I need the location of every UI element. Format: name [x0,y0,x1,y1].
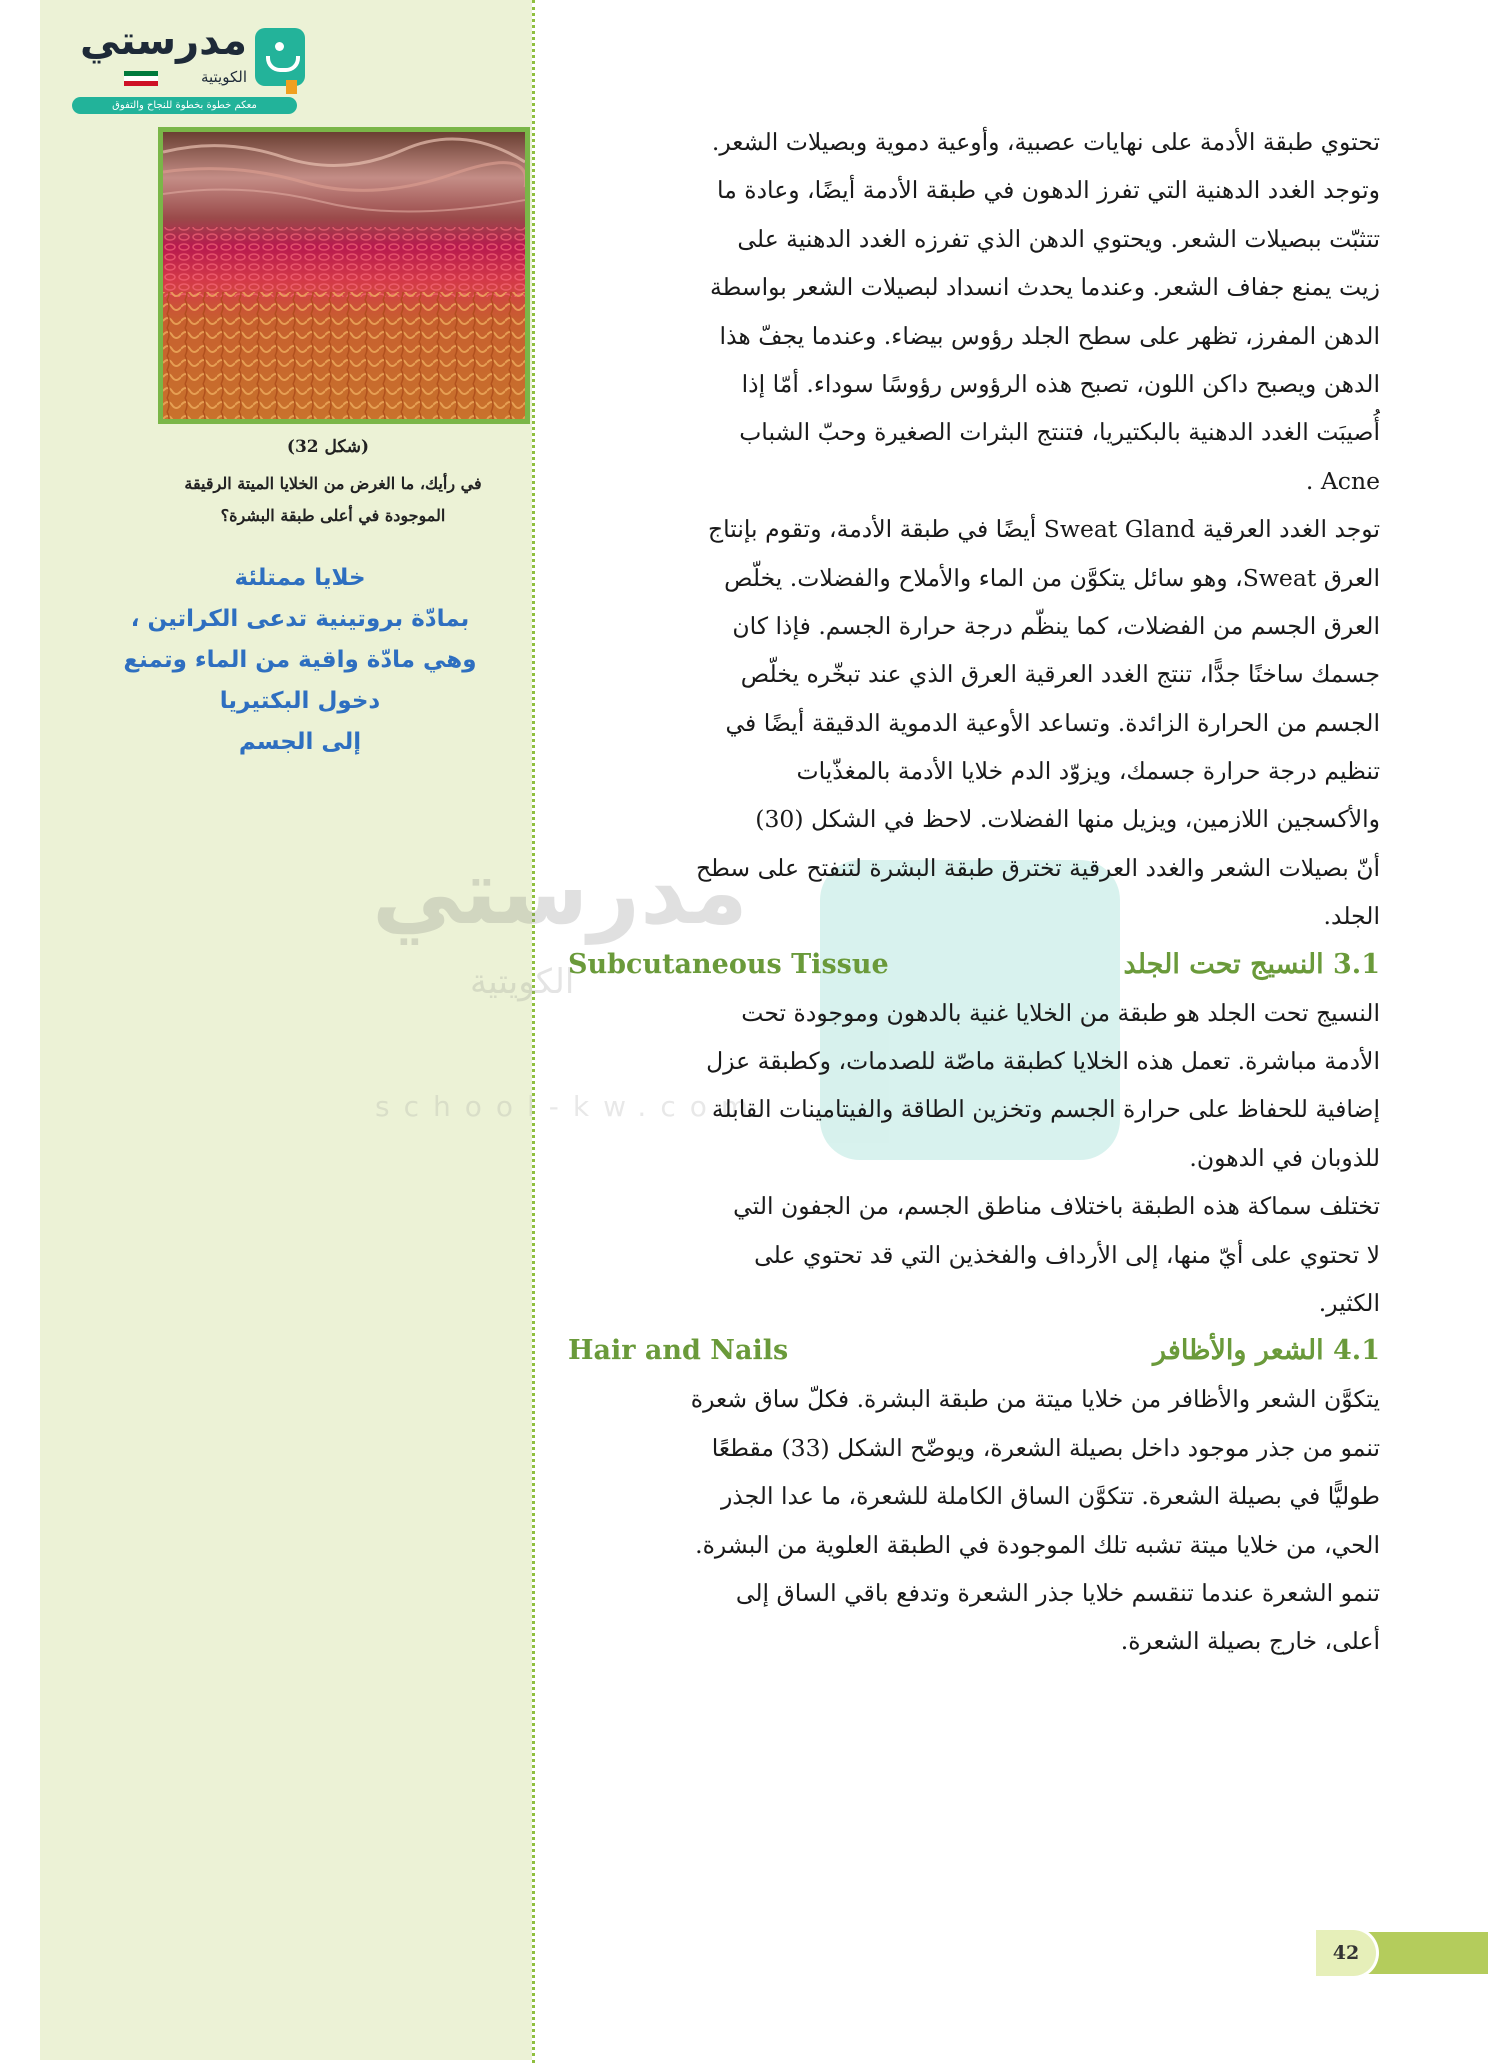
logo-name: مدرستي [79,18,247,64]
text-line: العرق Sweat، وهو سائل يتكوَّن من الماء والأملاح والفضلات. يخلّص [724,563,1380,592]
section-title-en: Hair and Nails [568,1335,789,1367]
answer-line: بمادّة بروتينية تدعى الكراتين ، [130,606,470,632]
text-line: الدهن ويصبح داكن اللون، تصبح هذه الرؤوس رؤوسًا سوداء. أمّا إذا [741,369,1380,398]
figure-question-line: الموجودة في أعلى طبقة البشرة؟ [220,506,446,525]
main-text [568,118,1380,1666]
watermark-subtitle: الكويتية [470,962,575,1002]
section-title-en: Subcutaneous Tissue [568,948,889,980]
text-line: تنمو من جذر موجود داخل بصيلة الشعرة، ويوضّح الشكل (33) مقطعًا [711,1433,1380,1462]
text-line: الدهن المفرز، تظهر على سطح الجلد رؤوس بيضاء. وعندما يجفّ هذا [719,321,1380,350]
text-line: تنمو الشعرة عندما تنقسم خلايا جذر الشعرة وتدفع باقي الساق إلى [735,1578,1380,1607]
text-line: تنظيم درجة حرارة جسمك، ويزوّد الدم خلايا الأدمة بالمغذّيات [796,757,1380,786]
answer-line: دخول البكتيريا [219,688,381,714]
text-line: الجسم من الحرارة الزائدة. وتساعد الأوعية الدموية الدقيقة أيضًا في [725,708,1380,737]
text-line: العرق الجسم من الفضلات، كما ينظّم درجة حرارة الجسم. فإذا كان [732,611,1380,640]
logo-slogan: معكم خطوة بخطوة للنجاح والتفوق [72,97,297,114]
skin-tissue-micrograph [158,127,530,424]
section-title-ar: 3.1 النسيج تحت الجلد [1123,948,1380,980]
logo-badge-icon [255,28,305,86]
text-line: أنّ بصيلات الشعر والغدد العرقية تخترق طبقة البشرة لتنفتح على سطح [695,853,1380,882]
page-number: 42 [1316,1930,1376,1976]
figure-question [148,468,518,532]
text-line: زيت يمنع جفاف الشعر. وعندما يحدث انسداد لبصيلات الشعر بواسطة [710,273,1380,302]
text-line: الحي، من خلايا ميتة تشبه تلك الموجودة في الطبقة العلوية من البشرة. [695,1530,1380,1559]
text-line: جسمك ساخنًا جدًّا، تنتج الغدد العرقية العرق الذي عند تبخّره يخلّص [740,660,1380,689]
text-line: الجلد. [1323,902,1380,931]
paragraph-sebaceous [568,118,1380,505]
text-line: أعلى، خارج بصيلة الشعرة. [1120,1627,1380,1656]
text-line: تحتوي طبقة الأدمة على نهايات عصبية، وأوعية دموية وبصيلات الشعر. [711,128,1380,156]
paragraph-thickness [568,1182,1380,1327]
text-line: طوليًّا في بصيلة الشعرة. تتكوَّن الساق الكاملة للشعرة، ما عدا الجذر [720,1482,1380,1511]
figure-answer [90,558,510,763]
paragraph-hair [568,1375,1380,1665]
text-line: لا تحتوي على أيّ منها، إلى الأرداف والفخذين التي قد تحتوي على [754,1240,1380,1269]
watermark-name: مدرستي [372,840,748,945]
text-line: وتوجد الغدد الدهنية التي تفرز الدهون في طبقة الأدمة أيضًا، وعادة ما [717,176,1380,205]
section-heading-subcutaneous [568,941,1380,989]
figure-question-line: في رأيك، ما الغرض من الخلايا الميتة الرقيقة [184,474,482,493]
text-line: أُصيبَت الغدد الدهنية بالبكتيريا، فتنتج البثرات الصغيرة وحبّ الشباب [739,418,1380,447]
text-line: توجد الغدد العرقية Sweat Gland أيضًا في طبقة الأدمة، وتقوم بإنتاج [707,515,1380,544]
answer-line: خلايا ممتلئة [234,565,366,591]
text-line: تتثبّت ببصيلات الشعر. ويحتوي الدهن الذي تفرزه الغدد الدهنية على [737,224,1380,253]
section-heading-hair-nails [568,1327,1380,1375]
text-line: تختلف سماكة هذه الطبقة باختلاف مناطق الجسم، من الجفون التي [733,1192,1380,1221]
section-title-ar: 4.1 الشعر والأظافر [1153,1335,1380,1367]
text-line: للذوبان في الدهون. [1189,1143,1380,1172]
text-line: Acne . [1305,466,1380,495]
text-line: الأدمة مباشرة. تعمل هذه الخلايا كطبقة ماصّة للصدمات، وكطبقة عزل [706,1047,1380,1076]
watermark-url: school-kw.com [375,1090,763,1123]
dotted-divider [532,0,535,2063]
answer-line: وهي مادّة واقية من الماء وتمنع [123,647,477,673]
kuwait-flag-icon [124,71,158,86]
answer-line: إلى الجسم [238,729,362,755]
figure-caption: (شكل 32) [286,437,370,457]
text-line: النسيج تحت الجلد هو طبقة من الخلايا غنية بالدهون وموجودة تحت [741,998,1380,1027]
text-line: والأكسجين اللازمين، ويزيل منها الفضلات. لاحظ في الشكل (30) [755,805,1380,834]
logo-subtitle: الكويتية [200,68,247,86]
text-line: إضافية للحفاظ على حرارة الجسم وتخزين الطاقة والفيتامينات القابلة [711,1095,1380,1124]
paragraph-sweat-glands [568,505,1380,941]
paragraph-subcutaneous [568,989,1380,1183]
site-logo[interactable] [70,18,305,117]
text-line: يتكوَّن الشعر والأظافر من خلايا ميتة من طبقة البشرة. فكلّ ساق شعرة [690,1385,1380,1414]
text-line: الكثير. [1318,1288,1380,1317]
